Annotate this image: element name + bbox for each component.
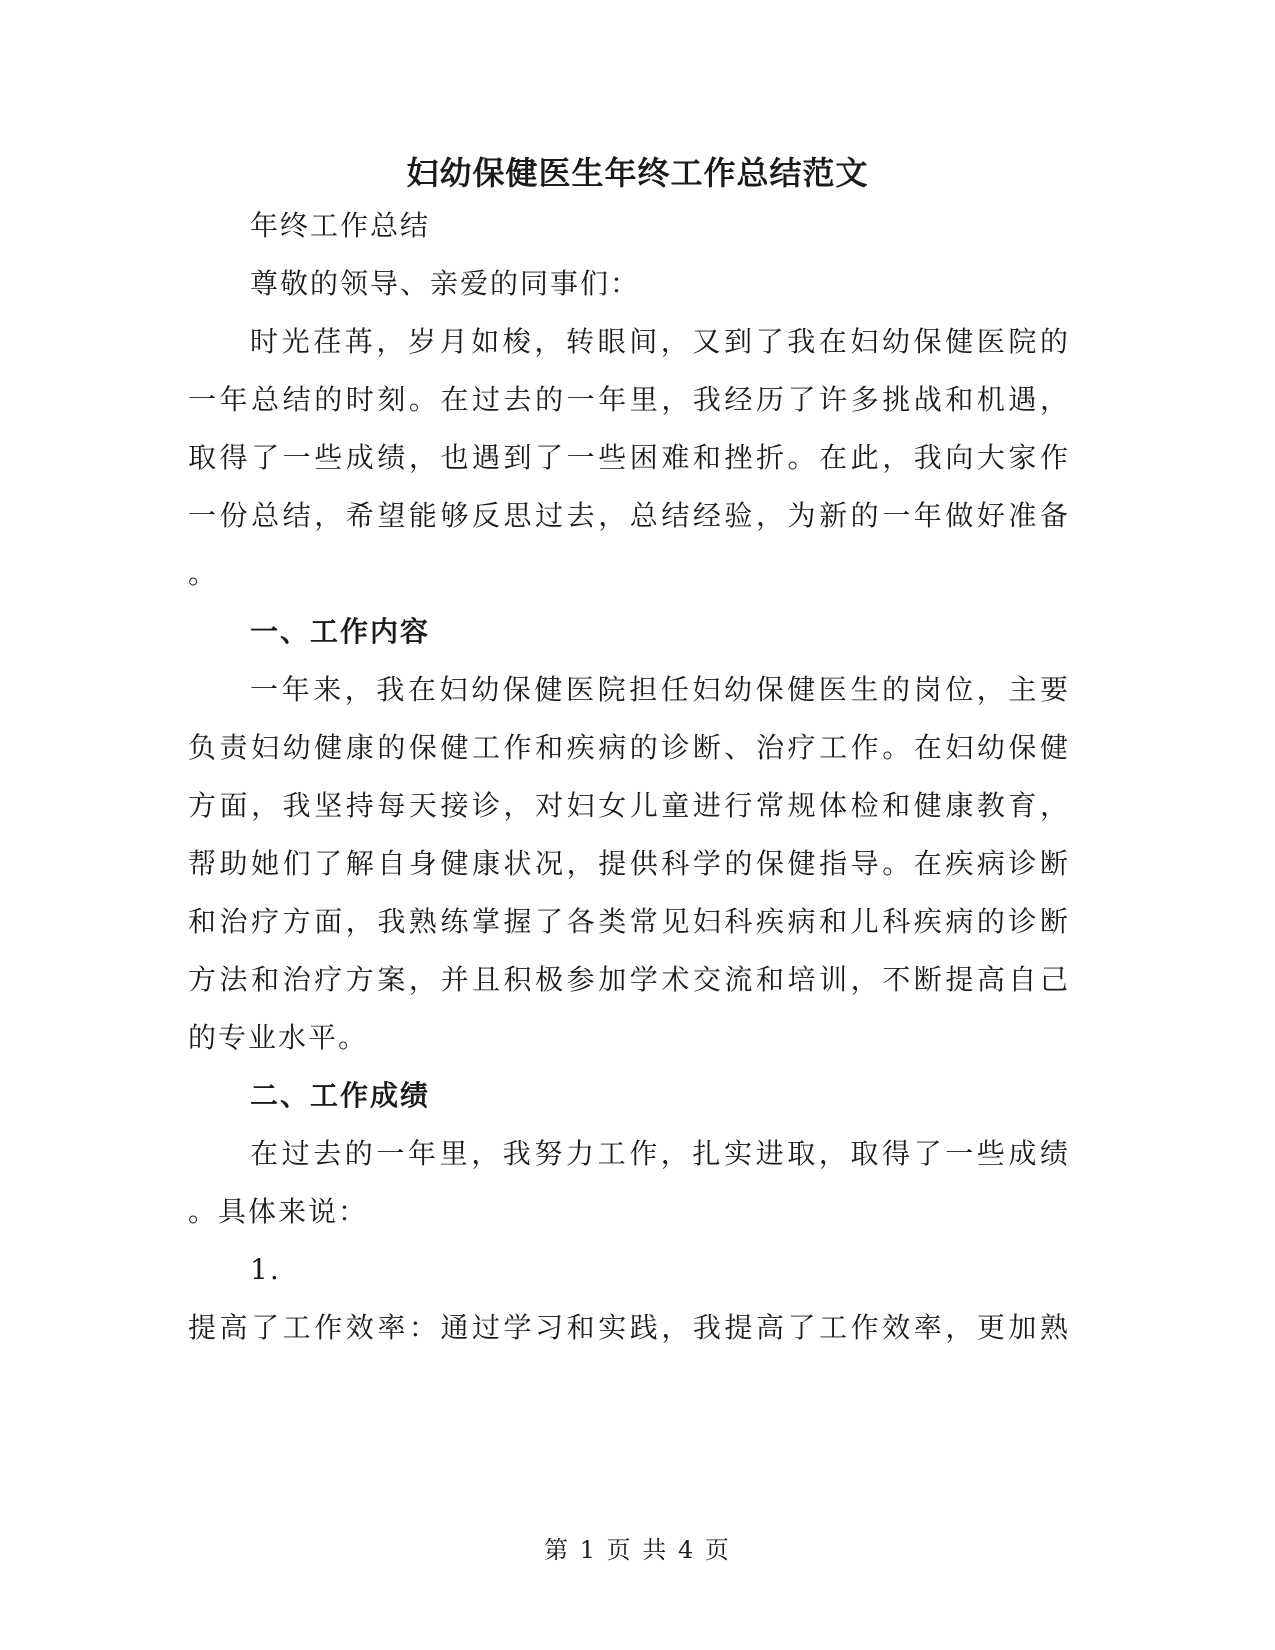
section1-line-4: 帮助她们了解自身健康状况，提供科学的保健指导。在疾病诊断	[188, 847, 1068, 880]
list-item-text: 提高了工作效率：通过学习和实践，我提高了工作效率，更加熟	[188, 1311, 1068, 1344]
section2-line-2: 。具体来说：	[188, 1195, 369, 1228]
section1-line-6: 方法和治疗方案，并且积极参加学术交流和培训，不断提高自己	[188, 963, 1068, 996]
intro-line-2: 一年总结的时刻。在过去的一年里，我经历了许多挑战和机遇，	[188, 383, 1068, 416]
intro-line-1: 时光荏苒，岁月如梭，转眼间，又到了我在妇幼保健医院的	[250, 325, 1068, 358]
section1-line-2: 负责妇幼健康的保健工作和疾病的诊断、治疗工作。在妇幼保健	[188, 731, 1068, 764]
intro-line-4: 一份总结，希望能够反思过去，总结经验，为新的一年做好准备	[188, 499, 1068, 532]
section1-line-5: 和治疗方面，我熟练掌握了各类常见妇科疾病和儿科疾病的诊断	[188, 905, 1068, 938]
section1-line-1: 一年来，我在妇幼保健医院担任妇幼保健医生的岗位，主要	[250, 673, 1068, 706]
intro-line-5: 。	[188, 557, 219, 590]
greeting: 尊敬的领导、亲爱的同事们：	[250, 267, 641, 300]
section2-line-1: 在过去的一年里，我努力工作，扎实进取，取得了一些成绩	[250, 1137, 1068, 1170]
intro-line-3: 取得了一些成绩，也遇到了一些困难和挫折。在此，我向大家作	[188, 441, 1068, 474]
section2-heading: 二、工作成绩	[250, 1079, 431, 1112]
page-number: 第 1 页 共 4 页	[544, 1536, 731, 1564]
section1-line-3: 方面，我坚持每天接诊，对妇女儿童进行常规体检和健康教育，	[188, 789, 1068, 822]
section1-heading: 一、工作内容	[250, 615, 431, 648]
list-item-number: 1.	[250, 1253, 281, 1286]
document-title: 妇幼保健医生年终工作总结范文	[406, 154, 869, 192]
subtitle: 年终工作总结	[250, 209, 431, 242]
section1-line-7: 的专业水平。	[188, 1021, 369, 1054]
